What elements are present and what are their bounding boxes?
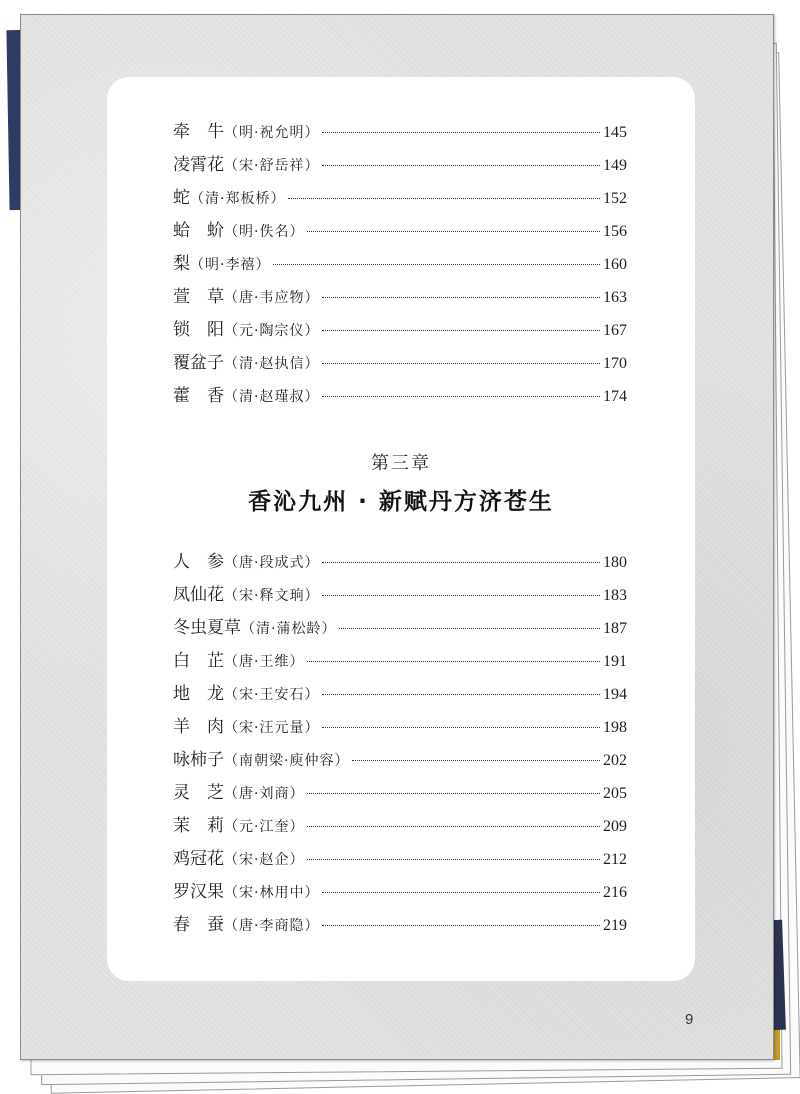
dot-leader	[307, 231, 600, 232]
entry-page-number: 205	[603, 785, 627, 802]
toc-entry[interactable]	[173, 844, 627, 877]
entry-title: 覆盆子	[173, 353, 224, 373]
toc-entry[interactable]	[173, 117, 627, 150]
toc-entry[interactable]	[173, 613, 627, 646]
dot-leader	[322, 562, 600, 563]
dot-leader	[307, 661, 600, 662]
toc-entry[interactable]	[173, 646, 627, 679]
dot-leader	[307, 826, 600, 827]
entry-author: （宋·释文珦）	[224, 588, 320, 604]
dot-leader	[322, 892, 600, 893]
dot-leader	[322, 330, 600, 331]
entry-title: 梨	[173, 254, 190, 274]
entry-title: 春 蚕	[173, 915, 224, 935]
entry-page-number: 183	[603, 587, 627, 604]
dot-leader	[322, 396, 600, 397]
toc-list-chapter-3	[173, 547, 627, 943]
entry-author: （清·赵执信）	[224, 356, 320, 372]
entry-title: 罗汉果	[173, 882, 224, 902]
entry-page-number: 191	[603, 653, 627, 670]
entry-page-number: 194	[603, 686, 627, 703]
entry-page-number: 156	[603, 223, 627, 240]
dot-leader	[322, 595, 600, 596]
entry-page-number: 212	[603, 851, 627, 868]
entry-title: 灵 芝	[173, 783, 224, 803]
dot-leader	[352, 760, 600, 761]
toc-entry[interactable]	[173, 712, 627, 745]
toc-entry[interactable]	[173, 745, 627, 778]
dot-leader	[307, 793, 600, 794]
entry-title: 白 芷	[173, 651, 224, 671]
entry-author: （南朝梁·庾仲容）	[224, 753, 350, 769]
toc-entry[interactable]	[173, 679, 627, 712]
entry-author: （清·郑板桥）	[190, 191, 286, 207]
entry-page-number: 160	[603, 256, 627, 273]
dot-leader	[322, 132, 600, 133]
entry-author: （唐·刘商）	[224, 786, 305, 802]
toc-entry[interactable]	[173, 183, 627, 216]
entry-page-number: 209	[603, 818, 627, 835]
entry-title: 凌霄花	[173, 155, 224, 175]
toc-entry[interactable]	[173, 811, 627, 844]
entry-title: 藿 香	[173, 386, 224, 406]
entry-author: （明·李禧）	[190, 257, 271, 273]
entry-author: （明·祝允明）	[224, 125, 320, 141]
dot-leader	[322, 297, 600, 298]
toc-entry[interactable]	[173, 315, 627, 348]
entry-page-number: 174	[603, 388, 627, 405]
entry-title: 咏柿子	[173, 750, 224, 770]
entry-title: 茉 莉	[173, 816, 224, 836]
entry-title: 蛇	[173, 188, 190, 208]
dot-leader	[273, 264, 600, 265]
dot-leader	[322, 363, 600, 364]
toc-entry[interactable]	[173, 381, 627, 414]
entry-page-number: 152	[603, 190, 627, 207]
page-number: 9	[685, 1011, 694, 1028]
dot-leader	[322, 925, 600, 926]
entry-page-number: 219	[603, 917, 627, 934]
entry-title: 蛤 蚧	[173, 221, 224, 241]
toc-entry[interactable]	[173, 778, 627, 811]
dot-leader	[322, 727, 600, 728]
entry-page-number: 167	[603, 322, 627, 339]
entry-title: 冬虫夏草	[173, 618, 241, 638]
entry-author: （明·佚名）	[224, 224, 305, 240]
dot-leader	[288, 198, 600, 199]
chapter-title: 香沁九州 · 新赋丹方济苍生	[248, 489, 554, 515]
toc-entry[interactable]	[173, 910, 627, 943]
entry-page-number: 163	[603, 289, 627, 306]
entry-page-number: 180	[603, 554, 627, 571]
entry-title: 鸡冠花	[173, 849, 224, 869]
entry-page-number: 149	[603, 157, 627, 174]
entry-author: （元·陶宗仪）	[224, 323, 320, 339]
entry-page-number: 170	[603, 355, 627, 372]
entry-author: （元·江奎）	[224, 819, 305, 835]
toc-entry[interactable]	[173, 282, 627, 315]
entry-page-number: 187	[603, 620, 627, 637]
toc-entry[interactable]	[173, 216, 627, 249]
entry-title: 锁 阳	[173, 320, 224, 340]
entry-author: （唐·李商隐）	[224, 918, 320, 934]
dot-leader	[307, 859, 600, 860]
toc-entry[interactable]	[173, 249, 627, 282]
entry-title: 羊 肉	[173, 717, 224, 737]
entry-title: 地 龙	[173, 684, 224, 704]
entry-title: 萱 草	[173, 287, 224, 307]
entry-author: （宋·王安石）	[224, 687, 320, 703]
entry-author: （宋·林用中）	[224, 885, 320, 901]
entry-title: 人 参	[173, 552, 224, 572]
dot-leader	[322, 694, 600, 695]
toc-entry[interactable]	[173, 348, 627, 381]
book-page	[20, 14, 774, 1060]
entry-author: （宋·汪元量）	[224, 720, 320, 736]
toc-card	[107, 77, 695, 981]
entry-title: 凤仙花	[173, 585, 224, 605]
entry-author: （清·赵瑾叔）	[224, 389, 320, 405]
entry-page-number: 145	[603, 124, 627, 141]
entry-author: （宋·舒岳祥）	[224, 158, 320, 174]
entry-page-number: 198	[603, 719, 627, 736]
entry-author: （唐·韦应物）	[224, 290, 320, 306]
entry-author: （清·蒲松龄）	[241, 621, 337, 637]
toc-entry[interactable]	[173, 580, 627, 613]
dot-leader	[339, 628, 600, 629]
entry-page-number: 202	[603, 752, 627, 769]
toc-entry[interactable]	[173, 150, 627, 183]
toc-entry[interactable]	[173, 877, 627, 910]
entry-title: 牵 牛	[173, 122, 224, 142]
chapter-label: 第三章	[371, 453, 431, 474]
toc-list-previous-chapter	[173, 117, 627, 414]
entry-author: （唐·段成式）	[224, 555, 320, 571]
entry-author: （唐·王维）	[224, 654, 305, 670]
entry-page-number: 216	[603, 884, 627, 901]
toc-entry[interactable]	[173, 547, 627, 580]
entry-author: （宋·赵企）	[224, 852, 305, 868]
dot-leader	[322, 165, 600, 166]
